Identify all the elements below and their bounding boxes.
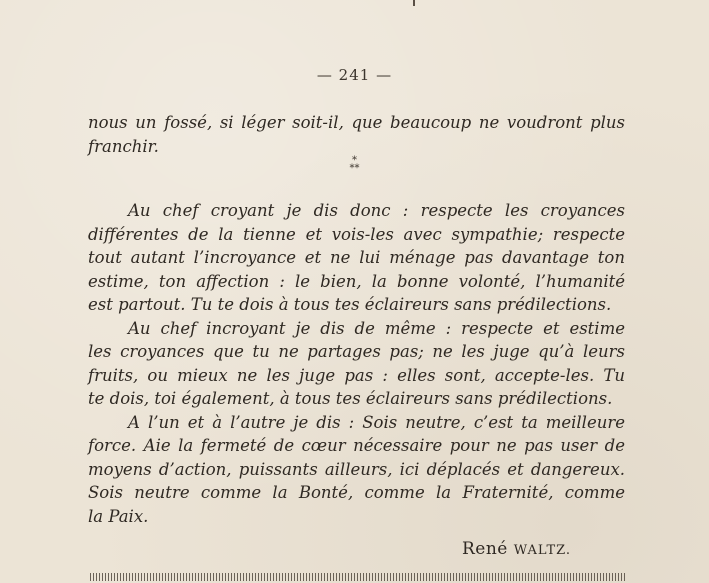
text-line: franchir. — [88, 136, 159, 156]
text-line: nous un fossé, si léger soit-il, que beaucoup ne voudront plus — [88, 113, 625, 132]
text-line: te dois, toi également, à tous tes éclaireurs sans prédilections. — [88, 389, 613, 408]
asterism-top: * — [352, 155, 357, 166]
text-line: moyens d’action, puissants ailleurs, ici déplacés et dangereux. — [88, 459, 625, 479]
asterism-separator — [0, 157, 709, 173]
main-text — [88, 199, 625, 528]
text-line: Au chef incroyant je dis de même : respecte et estime — [128, 318, 625, 338]
text-line: estime, ton affection : le bien, la bonne volonté, l’humanité — [88, 271, 625, 291]
bottom-decorative-rule — [90, 573, 626, 581]
asterism-bottom: ** — [349, 163, 360, 174]
text-line: force. Aie la fermeté de cœur nécessaire pour ne pas user de — [88, 436, 625, 455]
text-line: la Paix. — [88, 506, 149, 526]
text-line: est partout. Tu te dois à tous tes éclaireurs sans prédilections. — [88, 295, 612, 314]
top-edge-mark — [413, 0, 415, 6]
paragraph-continuation — [88, 111, 625, 158]
text-line: différentes de la tienne et vois-les avec sympathie; respecte — [88, 224, 625, 244]
page-number: — 241 — — [316, 66, 393, 84]
author-first-name: René — [462, 539, 514, 559]
text-line: Au chef croyant je dis donc : respecte les croyances — [128, 201, 625, 220]
author-signature — [462, 539, 571, 559]
text-line: fruits, ou mieux ne les juge pas : elles sont, accepte-les. Tu — [88, 365, 625, 385]
text-line: Sois neutre comme la Bonté, comme la Fraternité, comme — [88, 483, 625, 502]
author-last-name: WALTZ. — [513, 543, 572, 558]
text-line: tout autant l’incroyance et ne lui ménage pas davantage ton — [88, 248, 625, 267]
text-line: les croyances que tu ne partages pas; ne les juge qu’à leurs — [88, 342, 625, 361]
text-line: A l’un et à l’autre je dis : Sois neutre, c’est ta meilleure — [128, 412, 625, 432]
